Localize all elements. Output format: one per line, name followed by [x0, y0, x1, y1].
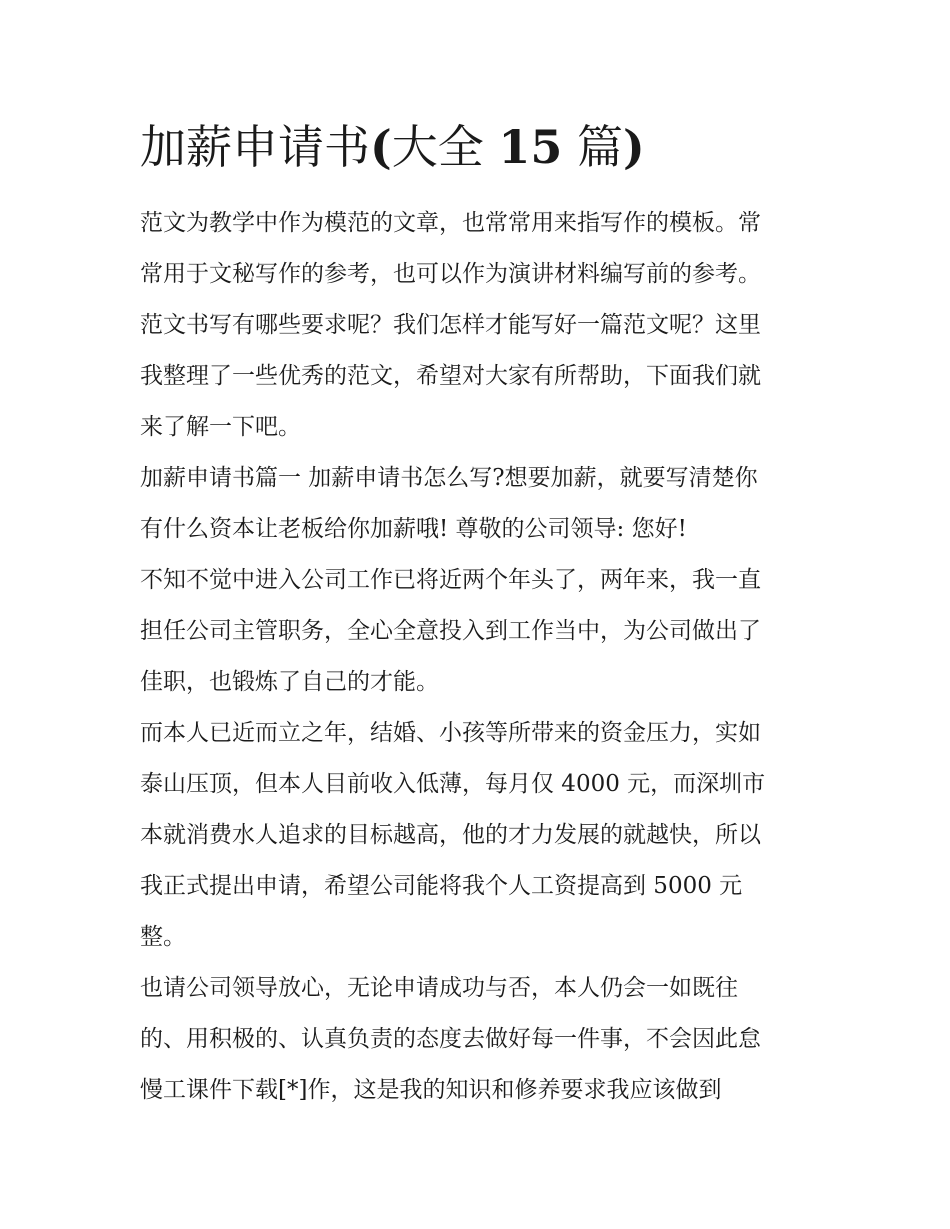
text-line: 本就消费水人追求的目标越高，他的才力发展的就越快，所以	[140, 822, 761, 848]
title-paren-close: )	[623, 120, 645, 174]
text-line: 佳职，也锻炼了自己的才能。	[140, 669, 439, 695]
text-line: 我整理了一些优秀的范文，希望对大家有所帮助，下面我们就	[140, 363, 761, 389]
text-line: 加薪申请书篇一 加薪申请书怎么写?想要加薪，就要写清楚你	[140, 465, 758, 491]
text-line: 担任公司主管职务，全心全意投入到工作当中，为公司做出了	[140, 618, 761, 644]
text-line: 也请公司领导放心，无论申请成功与否，本人仍会一如既往	[140, 975, 738, 1001]
text-line: 而本人已近而立之年，结婚、小孩等所带来的资金压力，实如	[140, 720, 761, 746]
text-line: 泰山压顶，但本人目前收入低薄，每月仅 4000 元，而深圳市	[140, 771, 766, 797]
title-paren-open: (	[370, 120, 392, 174]
text-line: 不知不觉中进入公司工作已将近两个年头了，两年来，我一直	[140, 567, 761, 593]
text-line: 范文为教学中作为模范的文章，也常常用来指写作的模板。常	[140, 210, 761, 236]
title-text-2: 大全	[391, 120, 484, 174]
text-line: 慢工课件下载[*]作，这是我的知识和修养要求我应该做到	[140, 1077, 722, 1103]
title-text-3: 篇	[577, 120, 624, 174]
title-count: 15	[498, 120, 563, 174]
text-line: 常用于文秘写作的参考，也可以作为演讲材料编写前的参考。	[140, 261, 761, 287]
document-body	[140, 198, 830, 1116]
title-text-1: 加薪申请书	[140, 120, 370, 174]
page-title	[140, 116, 645, 178]
text-line: 范文书写有哪些要求呢？我们怎样才能写好一篇范文呢？这里	[140, 312, 761, 338]
text-line: 整。	[140, 924, 186, 950]
text-line: 来了解一下吧。	[140, 414, 301, 440]
text-line: 我正式提出申请，希望公司能将我个人工资提高到 5000 元	[140, 873, 743, 899]
text-line: 的、用积极的、认真负责的态度去做好每一件事，不会因此怠	[140, 1026, 761, 1052]
text-line: 有什么资本让老板给你加薪哦! 尊敬的公司领导: 您好!	[140, 516, 687, 542]
